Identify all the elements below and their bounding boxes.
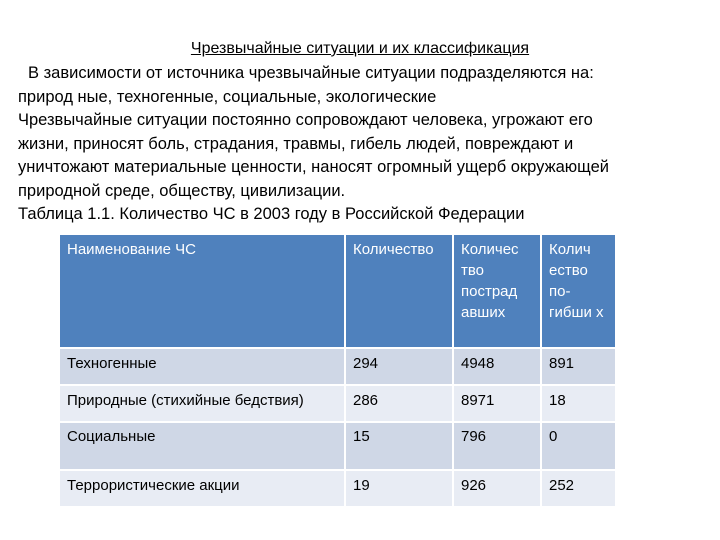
- paragraph-line: В зависимости от источника чрезвычайные ситуации подразделяются на:: [28, 64, 594, 82]
- table-cell: 18: [541, 385, 615, 422]
- table-cell: Социальные: [60, 422, 345, 470]
- table-cell: 891: [541, 348, 615, 385]
- table-row: [60, 422, 615, 470]
- table-cell: 252: [541, 470, 615, 507]
- table-cell: 294: [345, 348, 453, 385]
- paragraph-line: природ ные, техногенные, социальные, экологические: [18, 87, 437, 106]
- table-row: [60, 385, 615, 422]
- header-cell-injured: Количес тво пострад авших: [453, 235, 541, 348]
- table-cell: Террористические акции: [60, 470, 345, 507]
- header-cell-name: Наименование ЧС: [60, 235, 345, 348]
- emergency-stats-table: [60, 235, 615, 508]
- table-cell: 0: [541, 422, 615, 470]
- table-cell: 4948: [453, 348, 541, 385]
- table-cell: 926: [453, 470, 541, 507]
- paragraph-line: уничтожают материальные ценности, наносят огромный ущерб окружающей: [18, 158, 609, 176]
- table-cell: 796: [453, 422, 541, 470]
- table-cell: Природные (стихийные бедствия): [60, 385, 345, 422]
- table-cell: Техногенные: [60, 348, 345, 385]
- paragraph-line: Чрезвычайные ситуации постоянно сопровождают человека, угрожают его: [18, 111, 593, 129]
- page-title: Чрезвычайные ситуации и их классификация: [190, 40, 530, 57]
- table-header-row: [60, 235, 615, 348]
- paragraph-line: природной среде, обществу, цивилизации.: [18, 181, 346, 200]
- table-cell: 8971: [453, 385, 541, 422]
- table-caption: Таблица 1.1. Количество ЧС в 2003 году в Российской Федерации: [18, 205, 525, 223]
- table-cell: 19: [345, 470, 453, 507]
- header-cell-count: Количество: [345, 235, 453, 348]
- header-cell-dead: Колич ество по- гибши х: [541, 235, 615, 348]
- table-row: [60, 348, 615, 385]
- paragraph-line: жизни, приносят боль, страдания, травмы, гибель людей, повреждают и: [18, 134, 574, 153]
- table-cell: 286: [345, 385, 453, 422]
- table-cell: 15: [345, 422, 453, 470]
- body-text: [18, 62, 708, 227]
- table-row: [60, 470, 615, 507]
